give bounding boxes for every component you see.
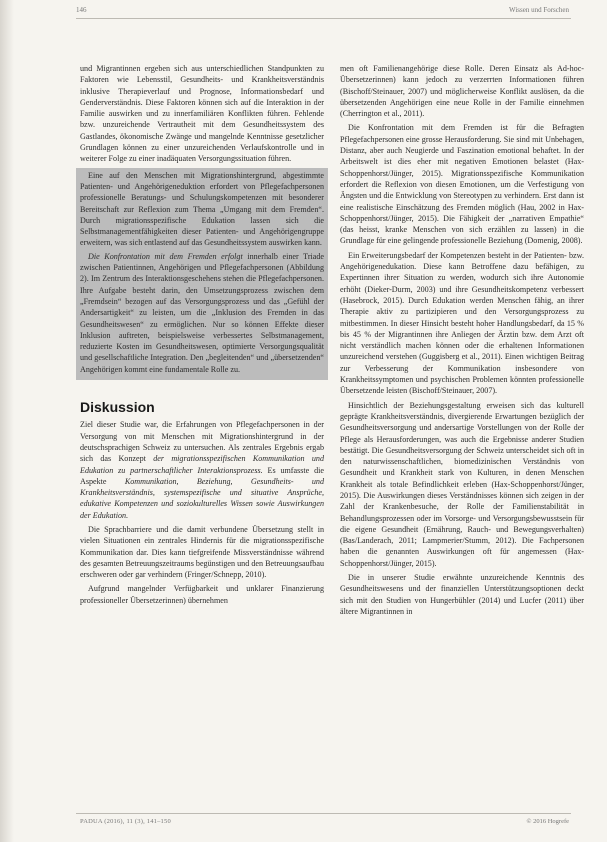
right-column bbox=[340, 63, 584, 620]
paragraph: Die Konfrontation mit dem Fremden ist für die Befragten Pflegefachpersonen eine grosse Herausforderung. Sie sind mit Unbehagen, Distanz, aber auch Neugierde und Faszination emotional behaftet. In der Arbeitswelt ist dies eher mit negativen Emotionen belastet (Hax-Schoppenhorst/Jünger, 2015). Migrationsspezifische Kommunikation erfordert die Reflexion von diesen Emotionen, um die Verfestigung von Ängsten und die Entwicklung von Stereotypen zu verhindern. Erst dann ist eine realistische Einschätzung des Fremden möglich (Hau, 2002 in Hax-Schoppenhorst/Jünger, 2015). Die Fähigkeit der „narrativen Empathie“ (das heisst, kranke Menschen von sich erzählen zu lassen) in die Grundlage für eine gelingende professionelle Beziehung (Domenig, 2008). bbox=[340, 123, 584, 246]
paragraph: Ein Erweiterungsbedarf der Kompetenzen besteht in der Patienten- bzw. Angehörigenedukation. Diese kann Betroffene dazu befähigen, zu Expertinnen ihrer Situation zu werden, wodurch sich ihre Autonomie erhöht (Dieker-Durm, 2003) und ihre Gesundheitskompetenz verbessert (Hasebrock, 2015). Durch Edukation werden Menschen fähig, an ihrer Therapie aktiv zu partizipieren und den Versorgungsprozess zu mitbestimmen. In dieser Hinsicht besteht hoher Handlungsbedarf, da 15 % bis 45 % der Migrantinnen ihre Anliegen der Ärztin bzw. dem Arzt oft nicht verständlich machen können oder die erhaltenen Informationen unzureichend verstehen (Guggisberg et al., 2011). Einen wichtigen Beitrag zur Verbesserung der Kommunikation insbesondere von Krankheitssymptomen und psychischen Problemen könnten professionelle Übersetzende leisten (Bischoff/Steinauer, 2007). bbox=[340, 250, 584, 396]
paragraph: und Migrantinnen ergeben sich aus unterschiedlichen Standpunkten zu Faktoren wie Lebensstil, Gesundheits- und Krankheitsverständnis inklusive Therapieverlauf und Prognose, Informationsbedarf und Genderverständnis. Diese Faktoren können sich auf die Interaktion in der Familie auswirken und zu innerfamiliären Konflikten führen. Fehlende bzw. unzureichende Vertrautheit mit dem Gesundheitssystem des Gastlandes, ökonomische Zwänge und mangelnde Kenntnisse gesetzlicher Grundlagen können zu einer unzureichenden Verlaufskontrolle und in weiterer Folge zu einer inadäquaten Versorgungssituation führen. bbox=[80, 64, 324, 164]
footer-rule bbox=[76, 813, 571, 814]
publisher-mark: © 2016 Hogrefe bbox=[526, 818, 569, 825]
paragraph: Die in unserer Studie erwähnte unzureichende Kenntnis des Gesundheitswesens und der finanziellen Unterstützungsoptionen deckt sich mit den Studien von Hungerbühler (2014) und Lucfer (2011) über ältere Migrantinnen in bbox=[340, 573, 584, 616]
header-rule bbox=[76, 18, 571, 19]
paragraph-text: innerhalb einer Triade zwischen Patientinnen, Angehörigen und Pflegefachpersonen (Abbildung 2). Im Zentrum des Interaktionsgeschehens stehen die Pflegefachpersonen. Ihre Aufgabe besteht darin, den Umsetzungsprozess zwischen dem „Fremdsein“ bezogen auf das Versorgungsprozess und das „Gefühl der Andersartigkeit“ zu leisten, um die „Inklusion des Fremden in das Gesundheitswesen“ zu ermöglichen. Nur so können Effekte dieser Inklusion auftreten, beispielsweise verbessertes Selbstmanagement, reduzierte Kosten im Gesundheitswesen, optimierte Versorgungsqualität und gesellschaftliche Integration. Den „begleitenden“ und „übersetzenden“ Angehörigen kommt eine fundamentale Rolle zu. bbox=[80, 251, 324, 374]
paragraph: Die Sprachbarriere und die damit verbundene Übersetzung stellt in vielen Situationen ein zentrales Hindernis für die migrationsspezifische Kommunikation dar. Dies kann tiefgreifende Missverständnisse während des gesamten Betreuungszeitraums begünstigen und den Betreuungsaufbau erschweren oder gar verhindern (Fringer/Schnepp, 2010). bbox=[80, 524, 324, 580]
paragraph: Eine auf den Menschen mit Migrationshintergrund, abgestimmte Patienten- und Angehörigeneduktion erfordert von Pflegefachpersonen professionelle Beratungs- und Schulungskompetenzen mit besonderer Bereitschaft zur Reflexion zum Thema „Umgang mit dem Fremden“. Durch migrationsspezifische Edukation lassen sich die Selbstmanagementfähigkeiten dieser Patienten- und Angehörigengruppe erweitern, was sich entlastend auf das Gesundheitssystem auswirken kann. bbox=[80, 170, 324, 248]
section-heading: Diskussion bbox=[80, 399, 155, 416]
paragraph: Hinsichtlich der Beziehungsgestaltung erweisen sich das kulturell geprägte Krankheitsverständnis, divergierende Erwartungen bezüglich der Gesundheitsversorgung und andersartige Vorstellungen von der Rolle der Pflege als Herausforderungen, was auch die Ergebnisse anderer Studien bestätigt. Die Gesundheitsversorgung der Schweiz unterscheidet sich oft in den naturwissenschaftlichen, biomedizinischen Verständnis von Gesundheit und Krankheit stark von Kulturen, in denen Menschen Krankheit als totale Befindlichkeit erleben (Hax-Schoppenhorst/Jünger, 2015). Die Auswirkungen dieses Verständnisses können sich zeigen in der Zahl der Krankenbesuche, der Rolle der Familienstabilität in Behandlungsprozessen oder im Vorsorge- und Versorgungsbewusstsein für die eigene Gesundheit (Ernährung, Rauch- und Bewegungsverhalten) (Bas/Landerach, 2011; Lampmerier/Stumm, 2012). Die Fachpersonen haben die genannten Auswirkungen oft für angemessen (Hax-Schoppenhorst/Jünger, 2015). bbox=[340, 400, 584, 568]
journal-citation: PADUA (2016), 11 (3), 141–150 bbox=[80, 818, 171, 825]
paragraph: Aufgrund mangelnder Verfügbarkeit und unklarer Finanzierung professioneller Übersetzerinnen) übernehmen bbox=[80, 584, 324, 605]
emphasis-text: Die Konfrontation mit dem Fremden erfolgt bbox=[88, 251, 243, 261]
page-binding-shadow bbox=[0, 0, 14, 842]
left-column bbox=[80, 63, 324, 609]
paragraph bbox=[80, 251, 324, 375]
paragraph-text: Es umfasste die Aspekte bbox=[80, 465, 324, 486]
paragraph bbox=[80, 419, 324, 521]
highlighted-box bbox=[76, 168, 328, 380]
emphasis-text: Kommunikation, Beziehung, Gesundheits- und Krankheitsverständnis, systemspezifische und situative Ansprüche, edukative Kompetenzen und soziokulturelles Wissen sowie Auswirkungen der Edukation. bbox=[80, 476, 325, 520]
running-header: Wissen und Forschen bbox=[509, 6, 569, 14]
page-number: 146 bbox=[76, 6, 87, 14]
paragraph: men oft Familienangehörige diese Rolle. Deren Einsatz als Ad-hoc-Übersetzerinnen) kann jedoch zu verzerrten Informationen führen (Bischoff/Steinauer, 2007) und möglicherweise Konflikt auslösen, da die übersetzenden Angehörigen eine neue Rolle in der Familie einnehmen (Cherrington et al., 2011). bbox=[340, 64, 584, 119]
paragraph-text: Ziel dieser Studie war, die Erfahrungen von Pflegefachpersonen in der Versorgung von mit Menschen mit Migrationshintergrund in der deutschsprachigen Schweiz zu untersuchen. Als zentrales Ergebnis ergab sich das Konzept bbox=[80, 420, 324, 464]
emphasis-text: der migrationsspezifischen Kommunikation und Edukation zu partnerschaftlicher Interaktionsprozess. bbox=[80, 454, 325, 475]
